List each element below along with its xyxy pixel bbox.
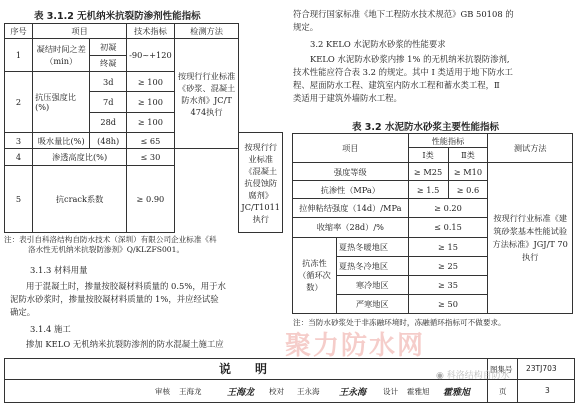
age-label: 3d <box>90 71 127 91</box>
zone-label: 严寒地区 <box>336 294 408 313</box>
frost-label: 抗冻性（循环次数） <box>293 237 337 313</box>
checker-name: 王永海 <box>297 387 320 396</box>
designer-name: 霍雅旭 <box>407 387 430 396</box>
designer-signature: 霍雅旭 <box>443 388 471 398</box>
check-label: 校对 <box>269 387 284 396</box>
row-value: ≥ 1.5 <box>408 181 448 199</box>
row-item: 收缩率（28d）/% <box>293 218 409 237</box>
method-cell: 按现行行业标准《砂浆、混凝土防水剂》JC/T 474执行 <box>174 39 239 149</box>
section-3-2: 3.2 KELO 水泥防水砂浆的性能要求 <box>310 39 446 49</box>
header-no: 序号 <box>5 24 33 39</box>
paragraph-line: 程、屋面防水工程、建筑室内防水工程和蓄水类工程，Ⅱ <box>293 80 500 90</box>
header-spec: 技术指标 <box>127 24 175 39</box>
header-method: 检测方法 <box>174 24 239 39</box>
row-value: ≥ M25 <box>408 163 448 181</box>
age-label: 7d <box>90 92 127 112</box>
page-label: 页 <box>499 387 507 396</box>
paragraph-line: 类适用于建筑外墙防水工程。 <box>293 93 402 103</box>
admixture-spec-table <box>4 23 283 233</box>
checker-signature: 王永海 <box>339 388 367 398</box>
paragraph-line: 用于混凝土时，掺量按胶凝材料质量的 0.5%，用于水 <box>26 281 226 291</box>
row-item: 渗透高度比(%) <box>33 149 127 165</box>
row-value: ≥ 100 <box>127 112 175 132</box>
row-item: 强度等级 <box>293 163 409 181</box>
paragraph-line: 泥防水砂浆时，掺量按胶凝材料质量的 1%，并应经试验 <box>10 294 219 304</box>
header-item: 项目 <box>293 134 409 163</box>
age-label: (48h) <box>90 133 127 149</box>
paragraph-line: 技术性能应符合表 3.2 的规定。其中 Ⅰ 类适用于地下防水工 <box>293 67 513 77</box>
row-item: 拉伸粘结强度（14d）/MPa <box>293 199 409 218</box>
row-value: ≥ 50 <box>408 294 488 313</box>
row-value: ≥ 100 <box>127 92 175 112</box>
paragraph-line: 规定。 <box>293 22 319 32</box>
header-performance: 性能指标 <box>408 134 488 148</box>
paragraph-line: 掺加 KELO 无机纳米抗裂防渗剂的防水混凝土施工应 <box>26 339 224 349</box>
row-value: ≤ 65 <box>127 133 175 149</box>
header-item: 项目 <box>33 24 127 39</box>
row-value: ≥ M10 <box>448 163 488 181</box>
zone-label: 夏热冬暖地区 <box>336 237 408 256</box>
table2-caption: 表 3.2 水泥防水砂浆主要性能指标 <box>352 122 499 133</box>
row-value: -90~+120 <box>127 39 175 72</box>
row-no: 3 <box>5 133 33 149</box>
row-item: 凝结时间之差（min） <box>33 39 90 72</box>
paragraph-line: 确定。 <box>10 307 36 317</box>
wechat-overlay <box>436 368 510 381</box>
row-value: ≥ 35 <box>408 275 488 294</box>
paragraph-line: 符合现行国家标准《地下工程防水技术规范》GB 50108 的 <box>293 9 514 19</box>
zone-label: 寒冷地区 <box>336 275 408 294</box>
wechat-label: 科洛结构自防水 <box>446 371 510 381</box>
section-3-1-4: 3.1.4 施工 <box>30 324 71 334</box>
row-value: ≥ 15 <box>408 237 488 256</box>
row-item: 抗crack系数 <box>33 165 127 232</box>
wechat-icon: ◉ <box>436 371 447 381</box>
sub-label: 初凝 <box>90 39 127 55</box>
row-no: 1 <box>5 39 33 72</box>
row-item: 抗渗性（MPa） <box>293 181 409 199</box>
row-value: ≤ 30 <box>127 149 175 165</box>
section-3-1-3: 3.1.3 材料用量 <box>30 265 88 275</box>
row-no: 5 <box>5 165 33 232</box>
atlas-label: 图集号 <box>490 365 513 374</box>
table2-note: 注：当防水砂浆处于非冻融环境时，冻融循环指标可不做要求。 <box>293 318 506 327</box>
row-value: ≤ 0.15 <box>408 218 488 237</box>
row-value: ≥ 0.90 <box>127 165 175 232</box>
document-title: 说 明 <box>218 362 273 376</box>
header-class-1: Ⅰ类 <box>408 148 448 163</box>
page-number: 3 <box>545 386 550 395</box>
zone-label: 夏热冬冷地区 <box>336 256 408 275</box>
reviewer-signature: 王海龙 <box>227 388 255 398</box>
paragraph-line: KELO 水泥防水砂浆内掺 1% 的无机纳米抗裂防渗剂, <box>310 54 510 64</box>
reviewer-name: 王海龙 <box>179 387 202 396</box>
header-class-2: Ⅱ类 <box>448 148 488 163</box>
row-value: ≥ 100 <box>127 71 175 91</box>
method-cell: 按现行行业标准《混凝土抗侵蚀防腐剂》JC/T1011执行 <box>239 133 283 233</box>
row-no: 2 <box>5 71 33 132</box>
review-label: 审核 <box>155 387 170 396</box>
row-item: 抗压强度比(%) <box>33 71 90 132</box>
row-value: ≥ 0.6 <box>448 181 488 199</box>
table1-note-line2: 洛水性无机纳米抗裂防渗剂》Q/KLZFS001。 <box>28 245 185 254</box>
method-cell: 按现行行业标准《建筑砂浆基本性能试验方法标准》JGJ/T 70执行 <box>488 163 573 314</box>
row-no: 4 <box>5 149 33 165</box>
header-method: 测试方法 <box>488 134 573 163</box>
table1-caption: 表 3.1.2 无机纳米抗裂防渗剂性能指标 <box>34 11 201 22</box>
row-value: ≥ 25 <box>408 256 488 275</box>
sub-label: 终凝 <box>90 55 127 71</box>
table1-note-line1: 注：表引自科洛结构自防水技术（深圳）有限公司企业标准《科 <box>4 235 217 244</box>
design-label: 设计 <box>383 387 398 396</box>
mortar-spec-table <box>292 133 573 314</box>
age-label: 28d <box>90 112 127 132</box>
row-value: ≥ 0.20 <box>408 199 488 218</box>
row-item: 吸水量比(%) <box>33 133 90 149</box>
atlas-number: 23TJ703 <box>526 364 557 373</box>
watermark: 聚力防水网 <box>285 331 426 361</box>
